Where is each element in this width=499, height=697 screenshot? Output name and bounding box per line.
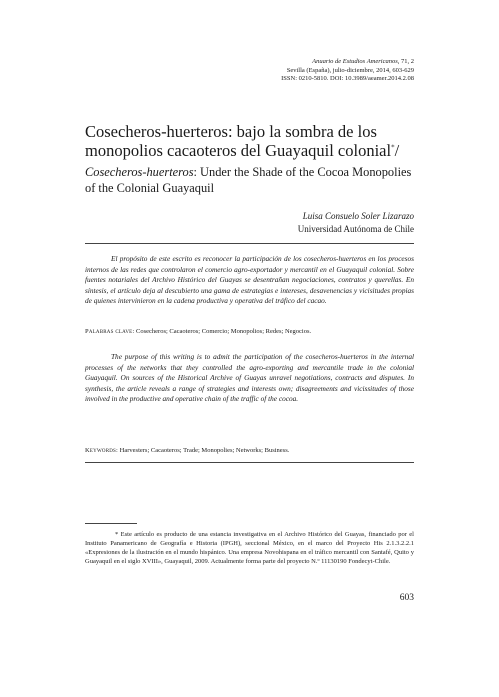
title-spanish	[85, 122, 420, 160]
footnote: * Este artículo es producto de una estancia investigativa en el Archivo Histórico del Guayas, financiado por el Instituto Panamericano de Geografía e Historia (IPGH), seccional México, en el marco del Proyecto His 2.1.3.2.2.1 «Expresiones de la ilustración en el mundo hispánico. Una empresa Novohispana en el tráfico mercantil con Santafé, Quito y Guayaquil en el siglo XVIII», Guayaquil, 2009. Actualmente forma parte del proyecto N.º 11130190 Fondecyt-Chile.	[85, 531, 414, 565]
title-english-italic: Cosecheros-huerteros	[85, 165, 194, 179]
keywords-english-label: Keywords:	[85, 447, 119, 454]
title-english	[85, 164, 420, 196]
journal-header	[114, 58, 414, 84]
author-block	[114, 210, 414, 236]
keywords-spanish	[85, 327, 414, 336]
journal-name-line	[114, 58, 414, 67]
journal-place-date: Sevilla (España), julio-diciembre, 2014, 603-629	[286, 66, 414, 74]
author-affiliation: Universidad Autónoma de Chile	[297, 224, 414, 234]
title-slash: /	[394, 141, 400, 160]
footnote-divider	[85, 523, 137, 524]
header-divider	[85, 243, 414, 244]
abstract-english: The purpose of this writing is to admit the participation of the cosecheros-huerteros in the internal processes of the networks that they controlled the agro-exporting and mercantile trade in the colonial Guayaquil. On sources of the Historical Archive of Guayas unravel negotiations, contracts and disputes. In synthesis, the article reveals a range of strategies and interests own; disagreements and vicissitudes of those involved in the productive and operative chain of the traffic of the cocoa.	[85, 352, 414, 403]
keywords-english	[85, 446, 414, 455]
journal-name: Anuario de Estudios Americanos	[312, 58, 398, 65]
abstract-spanish: El propósito de este escrito es reconocer la participación de los cosecheros-huerteros en los procesos internos de las redes que controlaron el comercio agro-exportador y mercantil en el Guayaquil colonial. Sobre fuentes notariales del Archivo Histórico del Guayas se desentrañan negociaciones, contratos y querellas. En síntesis, el artículo deja al descubierto una gama de estrategias e intereses, desavenencias y vicisitudes propias de quienes intervinieron en la cadena productiva y operativa del tráfico del cacao.	[85, 254, 414, 305]
author-name: Luisa Consuelo Soler Lizarazo	[302, 211, 414, 221]
keywords-english-text: Harvesters; Cacaoteros; Trade; Monopolies; Networks; Business.	[118, 447, 290, 454]
keywords-spanish-text: Cosecheros; Cacaoteros; Comercio; Monopolios; Redes; Negocios.	[134, 328, 312, 335]
title-spanish-text: Cosecheros-huerteros: bajo la sombra de los monopolios cacaoteros del Guayaquil colonial	[85, 122, 392, 160]
title-english-rest: : Under the Shade of the Cocoa Monopolies of the Colonial Guayaquil	[85, 165, 412, 195]
page-number: 603	[399, 593, 414, 603]
journal-ids: ISSN: 0210-5810. DOI: 10.3989/aeamer.2014.2.08	[281, 75, 414, 83]
title-footnote-marker: *	[391, 143, 395, 152]
journal-volume: , 71, 2	[397, 58, 414, 65]
abstract-divider	[85, 462, 414, 463]
keywords-spanish-label: Palabras clave:	[85, 328, 135, 335]
